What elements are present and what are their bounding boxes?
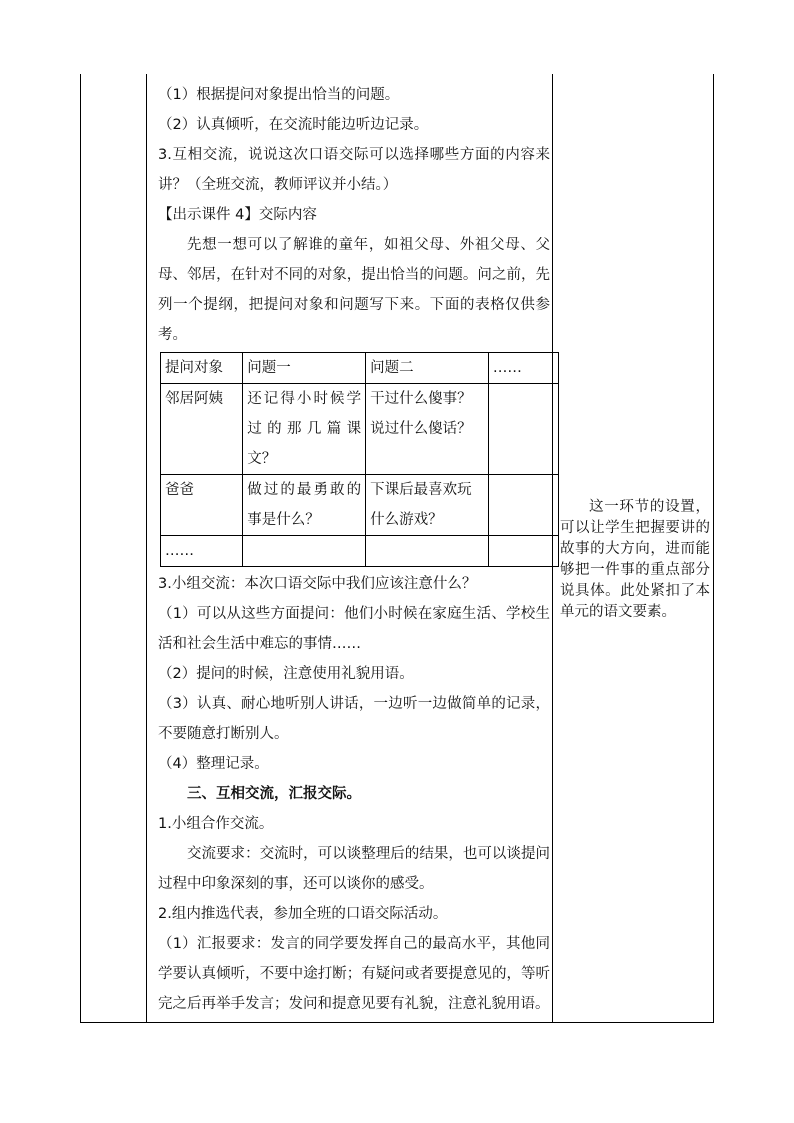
- question-outline-table: [160, 352, 559, 567]
- table-row: [161, 384, 559, 475]
- table-cell: 干过什么傻事？说过什么傻话？: [366, 384, 489, 475]
- text-line: 1.小组合作交流。: [158, 816, 274, 832]
- paragraph: 交流要求：交流时，可以谈整理后的结果，也可以谈提问过程中印象深刻的事，还可以谈你的感受。: [158, 846, 550, 892]
- text-line: （1）根据提问对象提出恰当的问题。: [158, 87, 400, 103]
- column-divider-left: [146, 74, 147, 1022]
- table-cell: [243, 536, 366, 567]
- text-line: 3.互相交流，说说这次口语交际可以选择哪些方面的内容来讲？（全班交流，教师评议并小结。）: [158, 147, 550, 193]
- side-note: 这一环节的设置，可以让学生把握要讲的故事的大方向，进而能够把一件事的重点部分说具体。此处紧扣了本单元的语文要素。: [560, 499, 710, 620]
- table-cell: ……: [161, 536, 243, 567]
- paragraph: 先想一想可以了解谁的童年，如祖父母、外祖父母、父母、邻居，在针对不同的对象，提出恰当的问题。问之前，先列一个提纲，把提问对象和问题写下来。下面的表格仅供参考。: [158, 237, 550, 343]
- text-line: 2.组内推选代表，参加全班的口语交际活动。: [158, 906, 448, 922]
- table-cell: [488, 475, 558, 536]
- table-row: [161, 536, 559, 567]
- table-cell: ……: [488, 353, 558, 384]
- text-line: （2）认真倾听，在交流时能边听边记录。: [158, 117, 429, 133]
- table-cell: 还记得小时候学过的那几篇课文？: [243, 384, 366, 475]
- text-line: （4）整理记录。: [158, 756, 269, 772]
- table-cell: [488, 384, 558, 475]
- table-cell: 做过的最勇敢的事是什么？: [243, 475, 366, 536]
- courseware-label: 【出示课件 4】交际内容: [158, 207, 317, 223]
- text-line: （3）认真、耐心地听别人讲话，一边听一边做简单的记录，不要随意打断别人。: [158, 696, 550, 742]
- table-cell: 爸爸: [161, 475, 243, 536]
- text-line: （2）提问的时候，注意使用礼貌用语。: [158, 666, 414, 682]
- table-cell: [488, 536, 558, 567]
- table-row: [161, 353, 559, 384]
- table-cell: [366, 536, 489, 567]
- paragraph: （1）汇报要求：发言的同学要发挥自己的最高水平，其他同学要认真倾听，不要中途打断；有疑问或者要提意见的，等听完之后再举手发言；发问和提意见要有礼貌，注意礼貌用语。: [158, 936, 550, 1012]
- design-intent-column: [560, 497, 710, 623]
- table-cell: 提问对象: [161, 353, 243, 384]
- table-cell: 邻居阿姨: [161, 384, 243, 475]
- text-line: （1）可以从这些方面提问：他们小时候在家庭生活、学校生活和社会生活中难忘的事情……: [158, 606, 550, 652]
- teaching-process-column: [158, 80, 550, 1019]
- table-cell: 下课后最喜欢玩什么游戏？: [366, 475, 489, 536]
- text-line: 3.小组交流：本次口语交际中我们应该注意什么？: [158, 576, 477, 592]
- table-row: [161, 475, 559, 536]
- table-cell: 问题二: [366, 353, 489, 384]
- table-cell: 问题一: [243, 353, 366, 384]
- section-heading: 三、互相交流，汇报交际。: [187, 786, 361, 802]
